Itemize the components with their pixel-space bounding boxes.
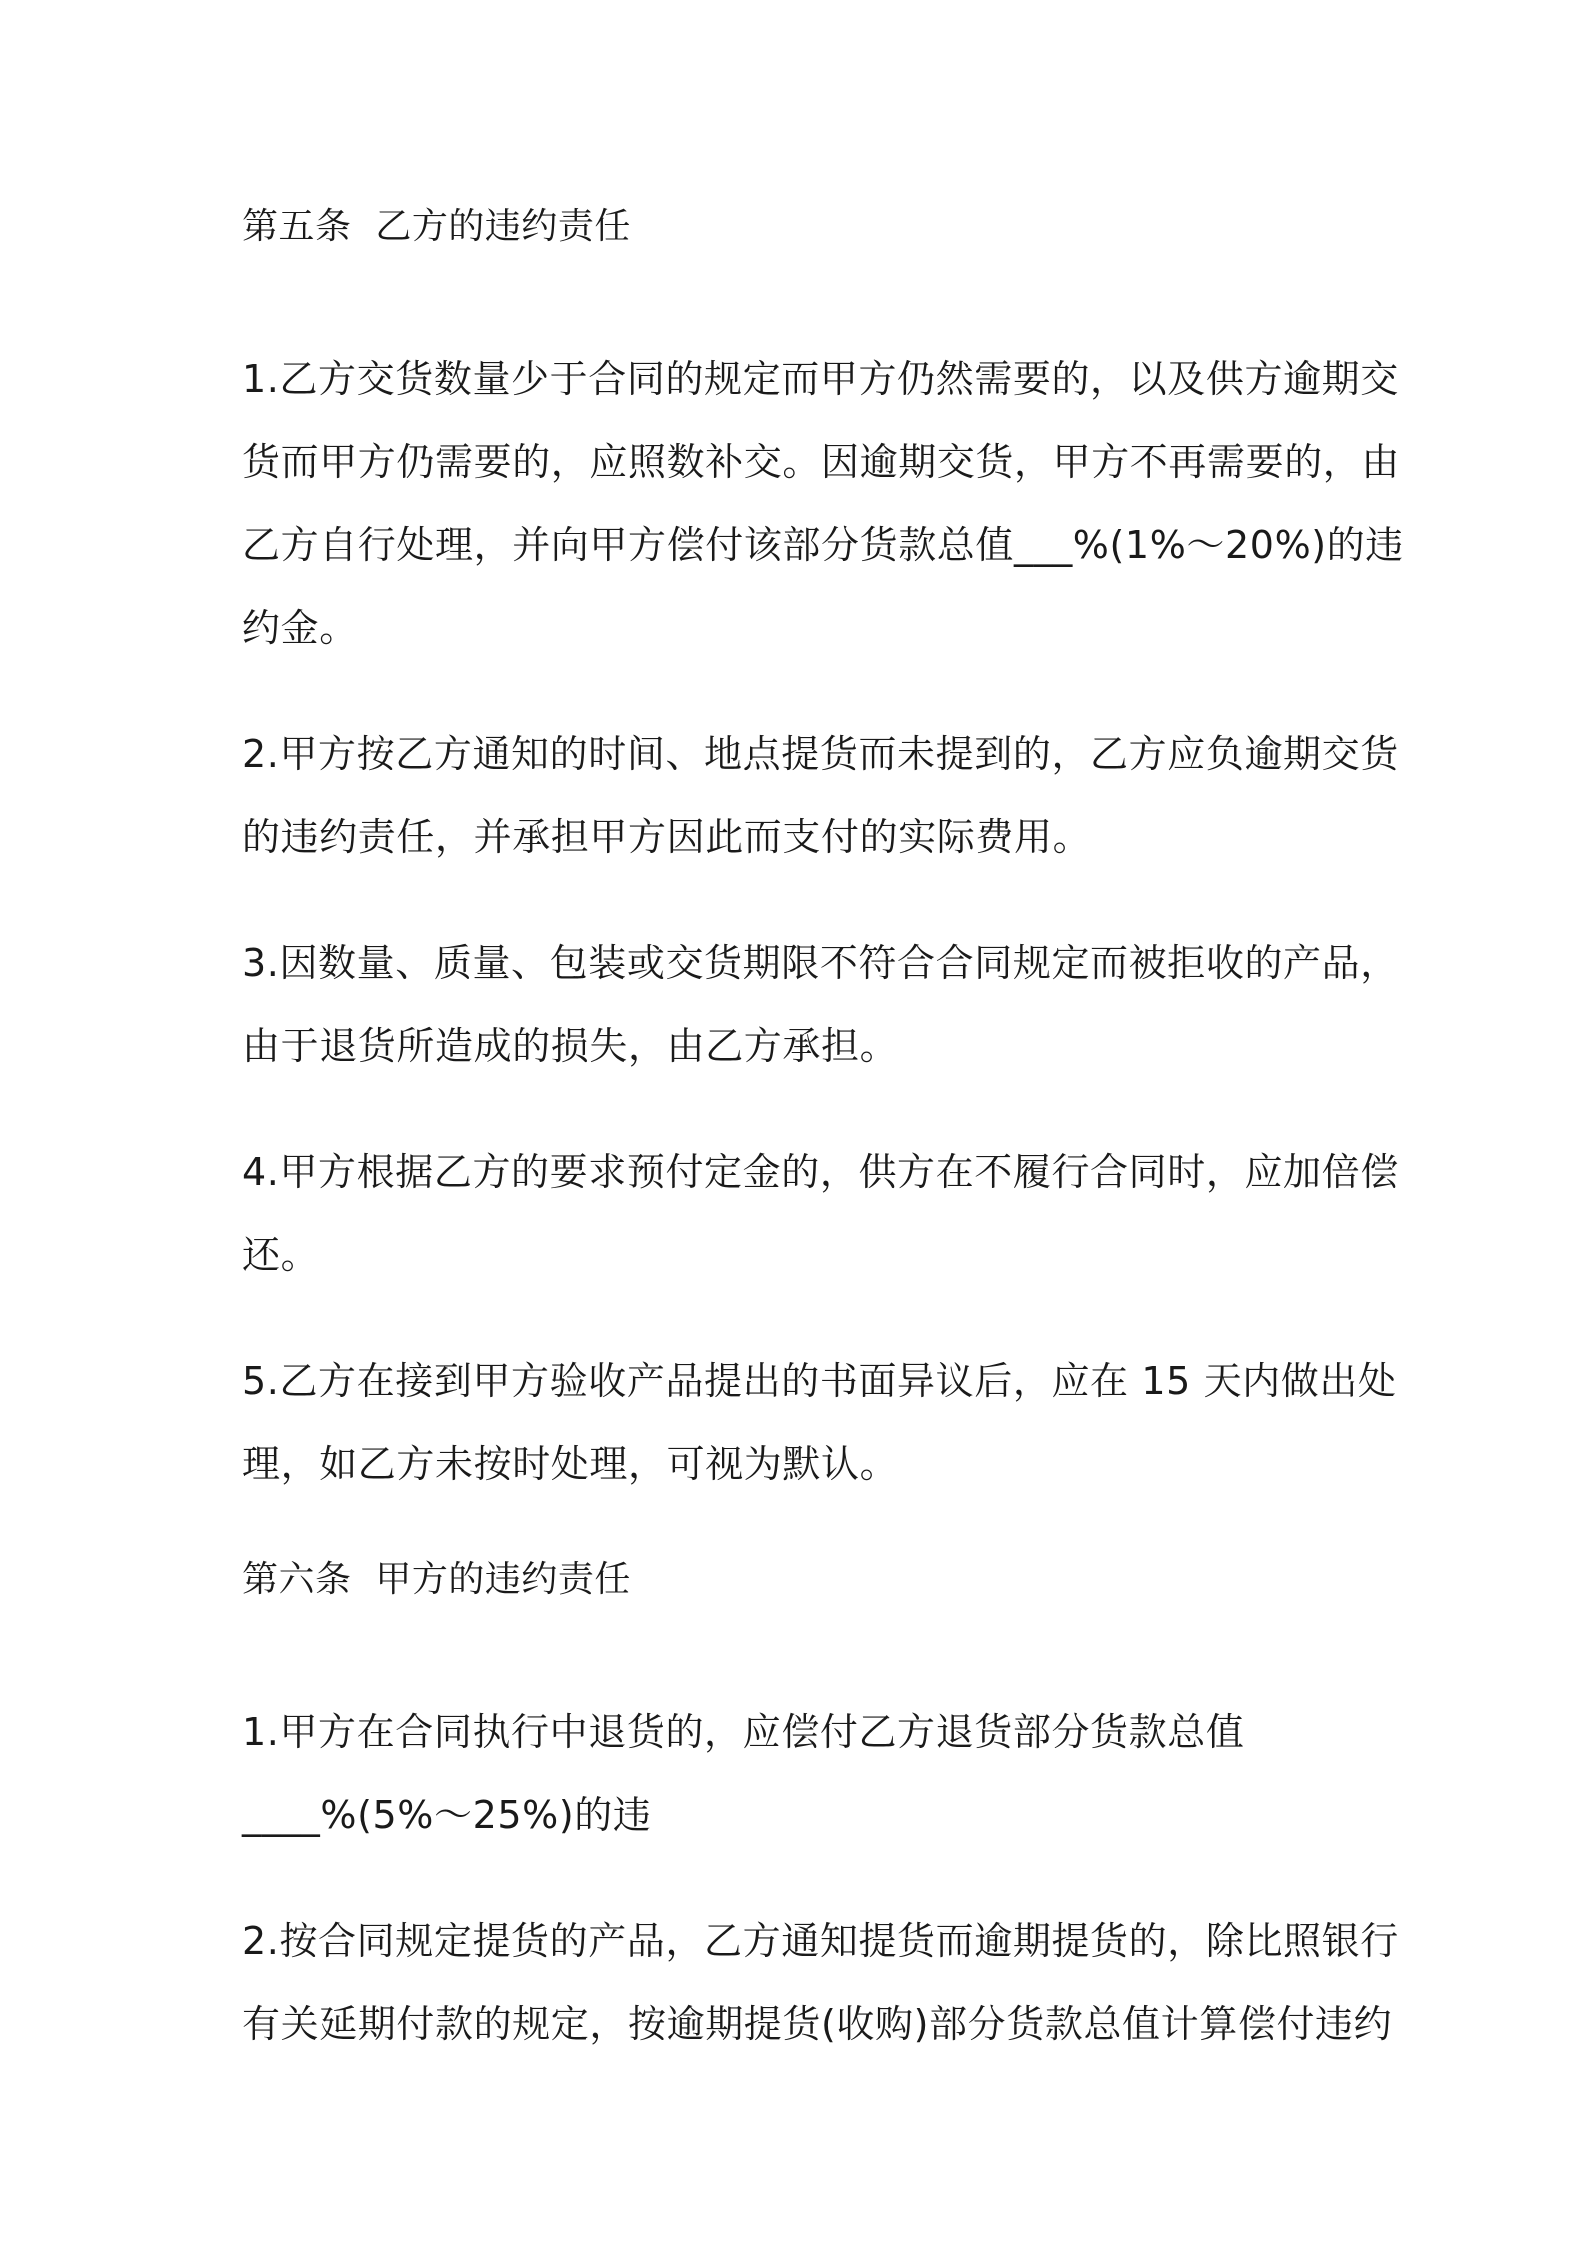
article-5-item-1: [242, 338, 1404, 670]
article-5-item-4: [242, 1131, 1399, 1297]
article-6-item-2: [242, 1900, 1399, 2066]
text-line: 的违约责任，并承担甲方因此而支付的实际费用。: [242, 815, 1092, 859]
text-line: 乙方自行处理，并向甲方偿付该部分货款总值___%(1%～20%)的违: [242, 523, 1404, 567]
text-line: 有关延期付款的规定，按逾期提货(收购)部分货款总值计算偿付违约: [242, 2002, 1393, 2046]
text-line: 约金。: [242, 606, 358, 650]
article-6-heading: 第六条 甲方的违约责任: [242, 1559, 631, 1600]
text-line: 1.乙方交货数量少于合同的规定而甲方仍然需要的，以及供方逾期交: [242, 357, 1399, 401]
text-line: 5.乙方在接到甲方验收产品提出的书面异议后，应在 15 天内做出处: [242, 1359, 1397, 1403]
text-line: 1.甲方在合同执行中退货的，应偿付乙方退货部分货款总值: [242, 1710, 1245, 1754]
article-5-item-3: [242, 922, 1399, 1088]
text-line: 2.按合同规定提货的产品，乙方通知提货而逾期提货的，除比照银行: [242, 1919, 1399, 1963]
text-line: 货而甲方仍需要的，应照数补交。因逾期交货，甲方不再需要的，由: [242, 440, 1401, 484]
article-6-item-1: [242, 1691, 1357, 1857]
text-line: 2.甲方按乙方通知的时间、地点提货而未提到的，乙方应负逾期交货: [242, 732, 1399, 776]
text-line: 还。: [242, 1233, 320, 1277]
text-line: 由于退货所造成的损失，由乙方承担。: [242, 1024, 899, 1068]
text-line: ____%(5%～25%)的违: [242, 1793, 652, 1837]
article-5-item-2: [242, 713, 1399, 879]
article-5-heading: 第五条 乙方的违约责任: [242, 206, 631, 247]
document-content: [242, 196, 1404, 2109]
text-line: 4.甲方根据乙方的要求预付定金的，供方在不履行合同时，应加倍偿: [242, 1150, 1399, 1194]
article-5-item-5: [242, 1340, 1397, 1506]
text-line: 理，如乙方未按时处理，可视为默认。: [242, 1442, 899, 1486]
text-line: 3.因数量、质量、包装或交货期限不符合合同规定而被拒收的产品，: [242, 941, 1399, 985]
